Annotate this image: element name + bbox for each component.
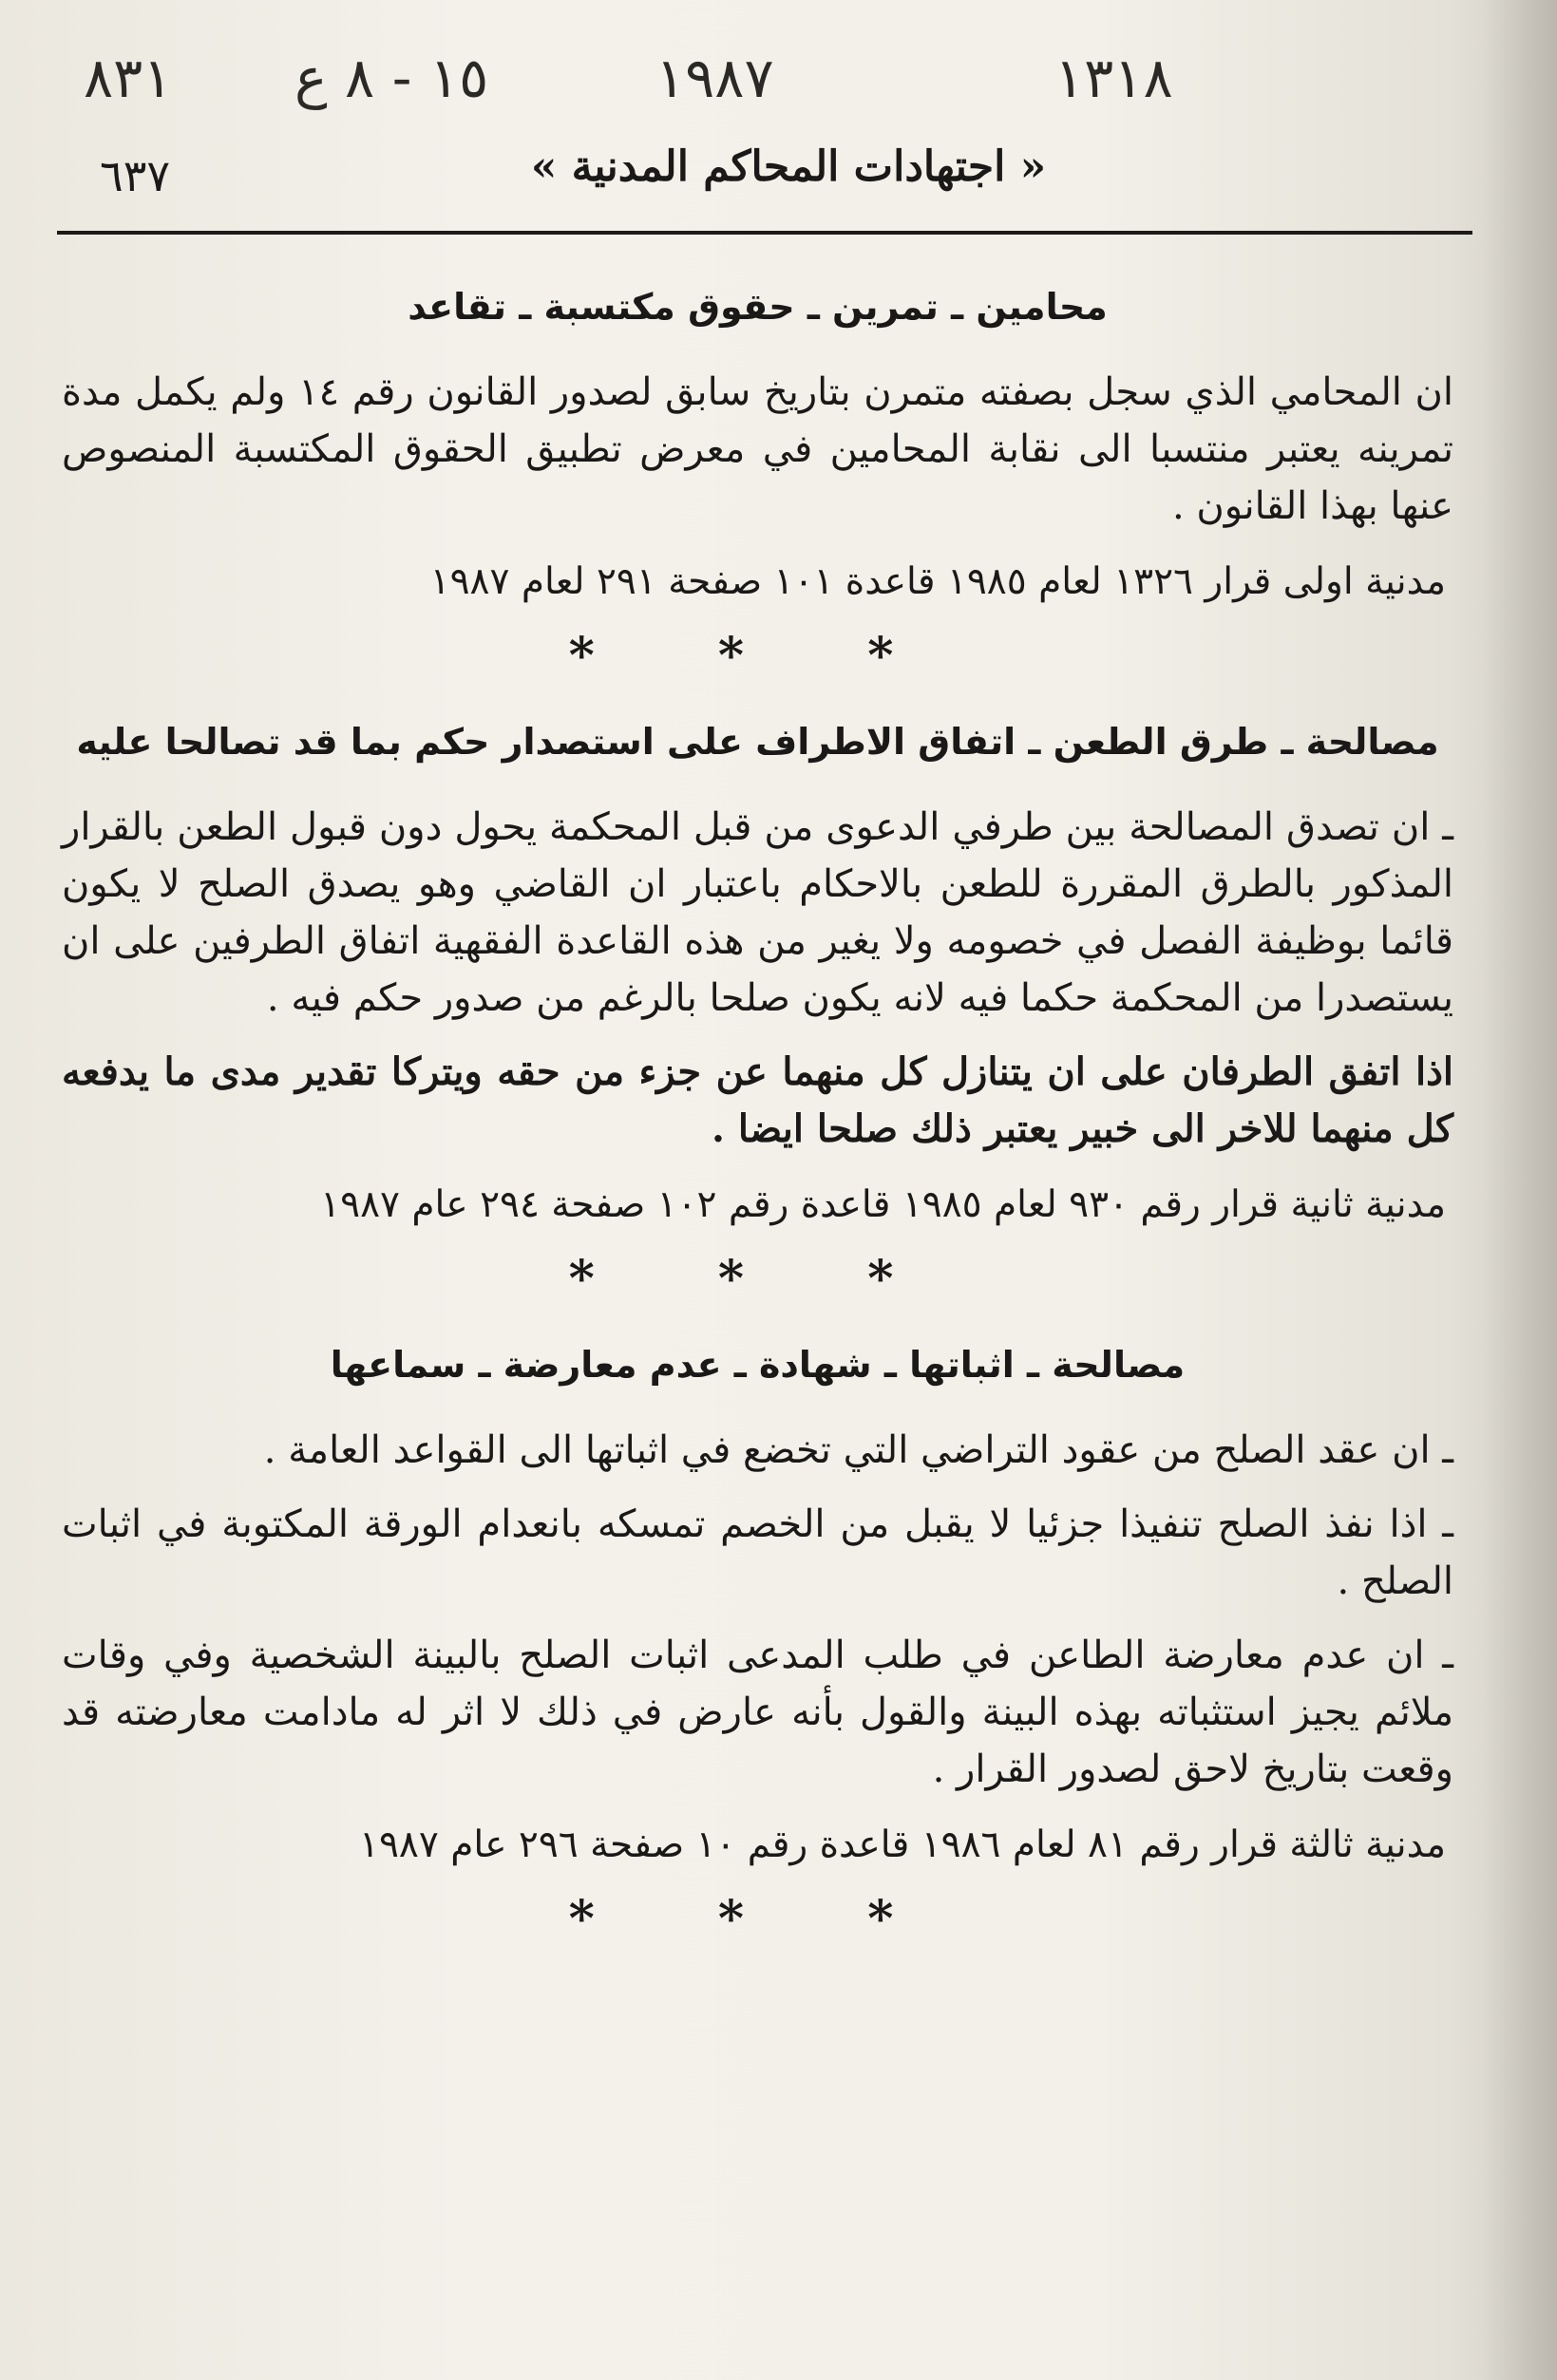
page-number: ٦٣٧ [100, 150, 171, 201]
ruling-paragraph: اذا اتفق الطرفان على ان يتنازل كل منهما عن جزء من حقه ويتركا تقدير مدى ما يدفعه كل منهما للاخر الى خبير يعتبر ذلك صلحا ايضا . [62, 1049, 1453, 1151]
ruling-section [62, 713, 1453, 1308]
ruling-citation: مدنية ثالثة قرار رقم ٨١ لعام ١٩٨٦ قاعدة رقم ١٠ صفحة ٢٩٦ عام ١٩٨٧ [359, 1823, 1446, 1866]
section-separator: * * * [568, 627, 947, 685]
ruling-section [62, 278, 1453, 685]
ruling-paragraph: ـ ان تصدق المصالحة بين طرفي الدعوى من قبل المحكمة يحول دون قبول الطعن بالقرار المذكور بالطرق المقررة للطعن بالاحكام باعتبار ان القاضي وهو يصدق الصلح لا يكون قائما بوظيفة الفصل في خصومه ولا يغير من هذه القاعدة الفقهية اتفاق الطرفين على ان يستصدرا من المحكمة حكما فيه لانه يكون صلحا بالرغم من صدور حكم فيه . [62, 805, 1453, 1020]
ruling-citation: مدنية ثانية قرار رقم ٩٣٠ لعام ١٩٨٥ قاعدة رقم ١٠٢ صفحة ٢٩٤ عام ١٩٨٧ [320, 1183, 1446, 1226]
page-spine-shadow [1481, 0, 1557, 2380]
ruling-paragraph: ـ ان عدم معارضة الطاعن في طلب المدعى اثبات الصلح بالبينة الشخصية وفي وقات ملائم يجيز استثباته بهذه البينة والقول بأنه عارض في ذلك لا اثر له مادامت معارضته قد وقعت بتاريخ لاحق لصدور القرار . [62, 1634, 1453, 1791]
ruling-paragraph: ان المحامي الذي سجل بصفته متمرن بتاريخ سابق لصدور القانون رقم ١٤ ولم يكمل مدة تمرينه يعتبر منتسبا الى نقابة المحامين في معرض تطبيق الحقوق المكتسبة المنصوص عنها بهذا القانون . [62, 370, 1453, 528]
ruling-citation: مدنية اولى قرار ١٣٢٦ لعام ١٩٨٥ قاعدة ١٠١ صفحة ٢٩١ لعام ١٩٨٧ [429, 560, 1446, 603]
ruling-section [62, 1336, 1453, 1948]
header-rule [57, 231, 1472, 235]
section-separator: * * * [568, 1890, 947, 1948]
handwritten-note: ١٥ - ٨ ع [294, 46, 489, 110]
section-heading: مصالحة ـ طرق الطعن ـ اتفاق الاطراف على استصدار حكم بما قد تصالحا عليه [76, 721, 1439, 763]
section-heading: مصالحة ـ اثباتها ـ شهادة ـ عدم معارضة ـ سماعها [330, 1344, 1186, 1386]
handwritten-note: ١٣١٨ [1054, 46, 1173, 110]
ruling-paragraph: ـ اذا نفذ الصلح تنفيذا جزئيا لا يقبل من الخصم تمسكه بانعدام الورقة المكتوبة في اثبات الصلح . [62, 1502, 1453, 1603]
running-title: « اجتهادات المحاكم المدنية » [530, 142, 1047, 191]
section-separator: * * * [568, 1250, 947, 1308]
ruling-paragraph: ـ ان عقد الصلح من عقود التراضي التي تخضع في اثباتها الى القواعد العامة . [263, 1428, 1453, 1472]
section-heading: محامين ـ تمرين ـ حقوق مكتسبة ـ تقاعد [408, 286, 1108, 328]
handwritten-note: ٨٣١ [84, 46, 173, 110]
handwritten-note: ١٩٨٧ [655, 46, 774, 110]
document-body [62, 271, 1453, 1976]
